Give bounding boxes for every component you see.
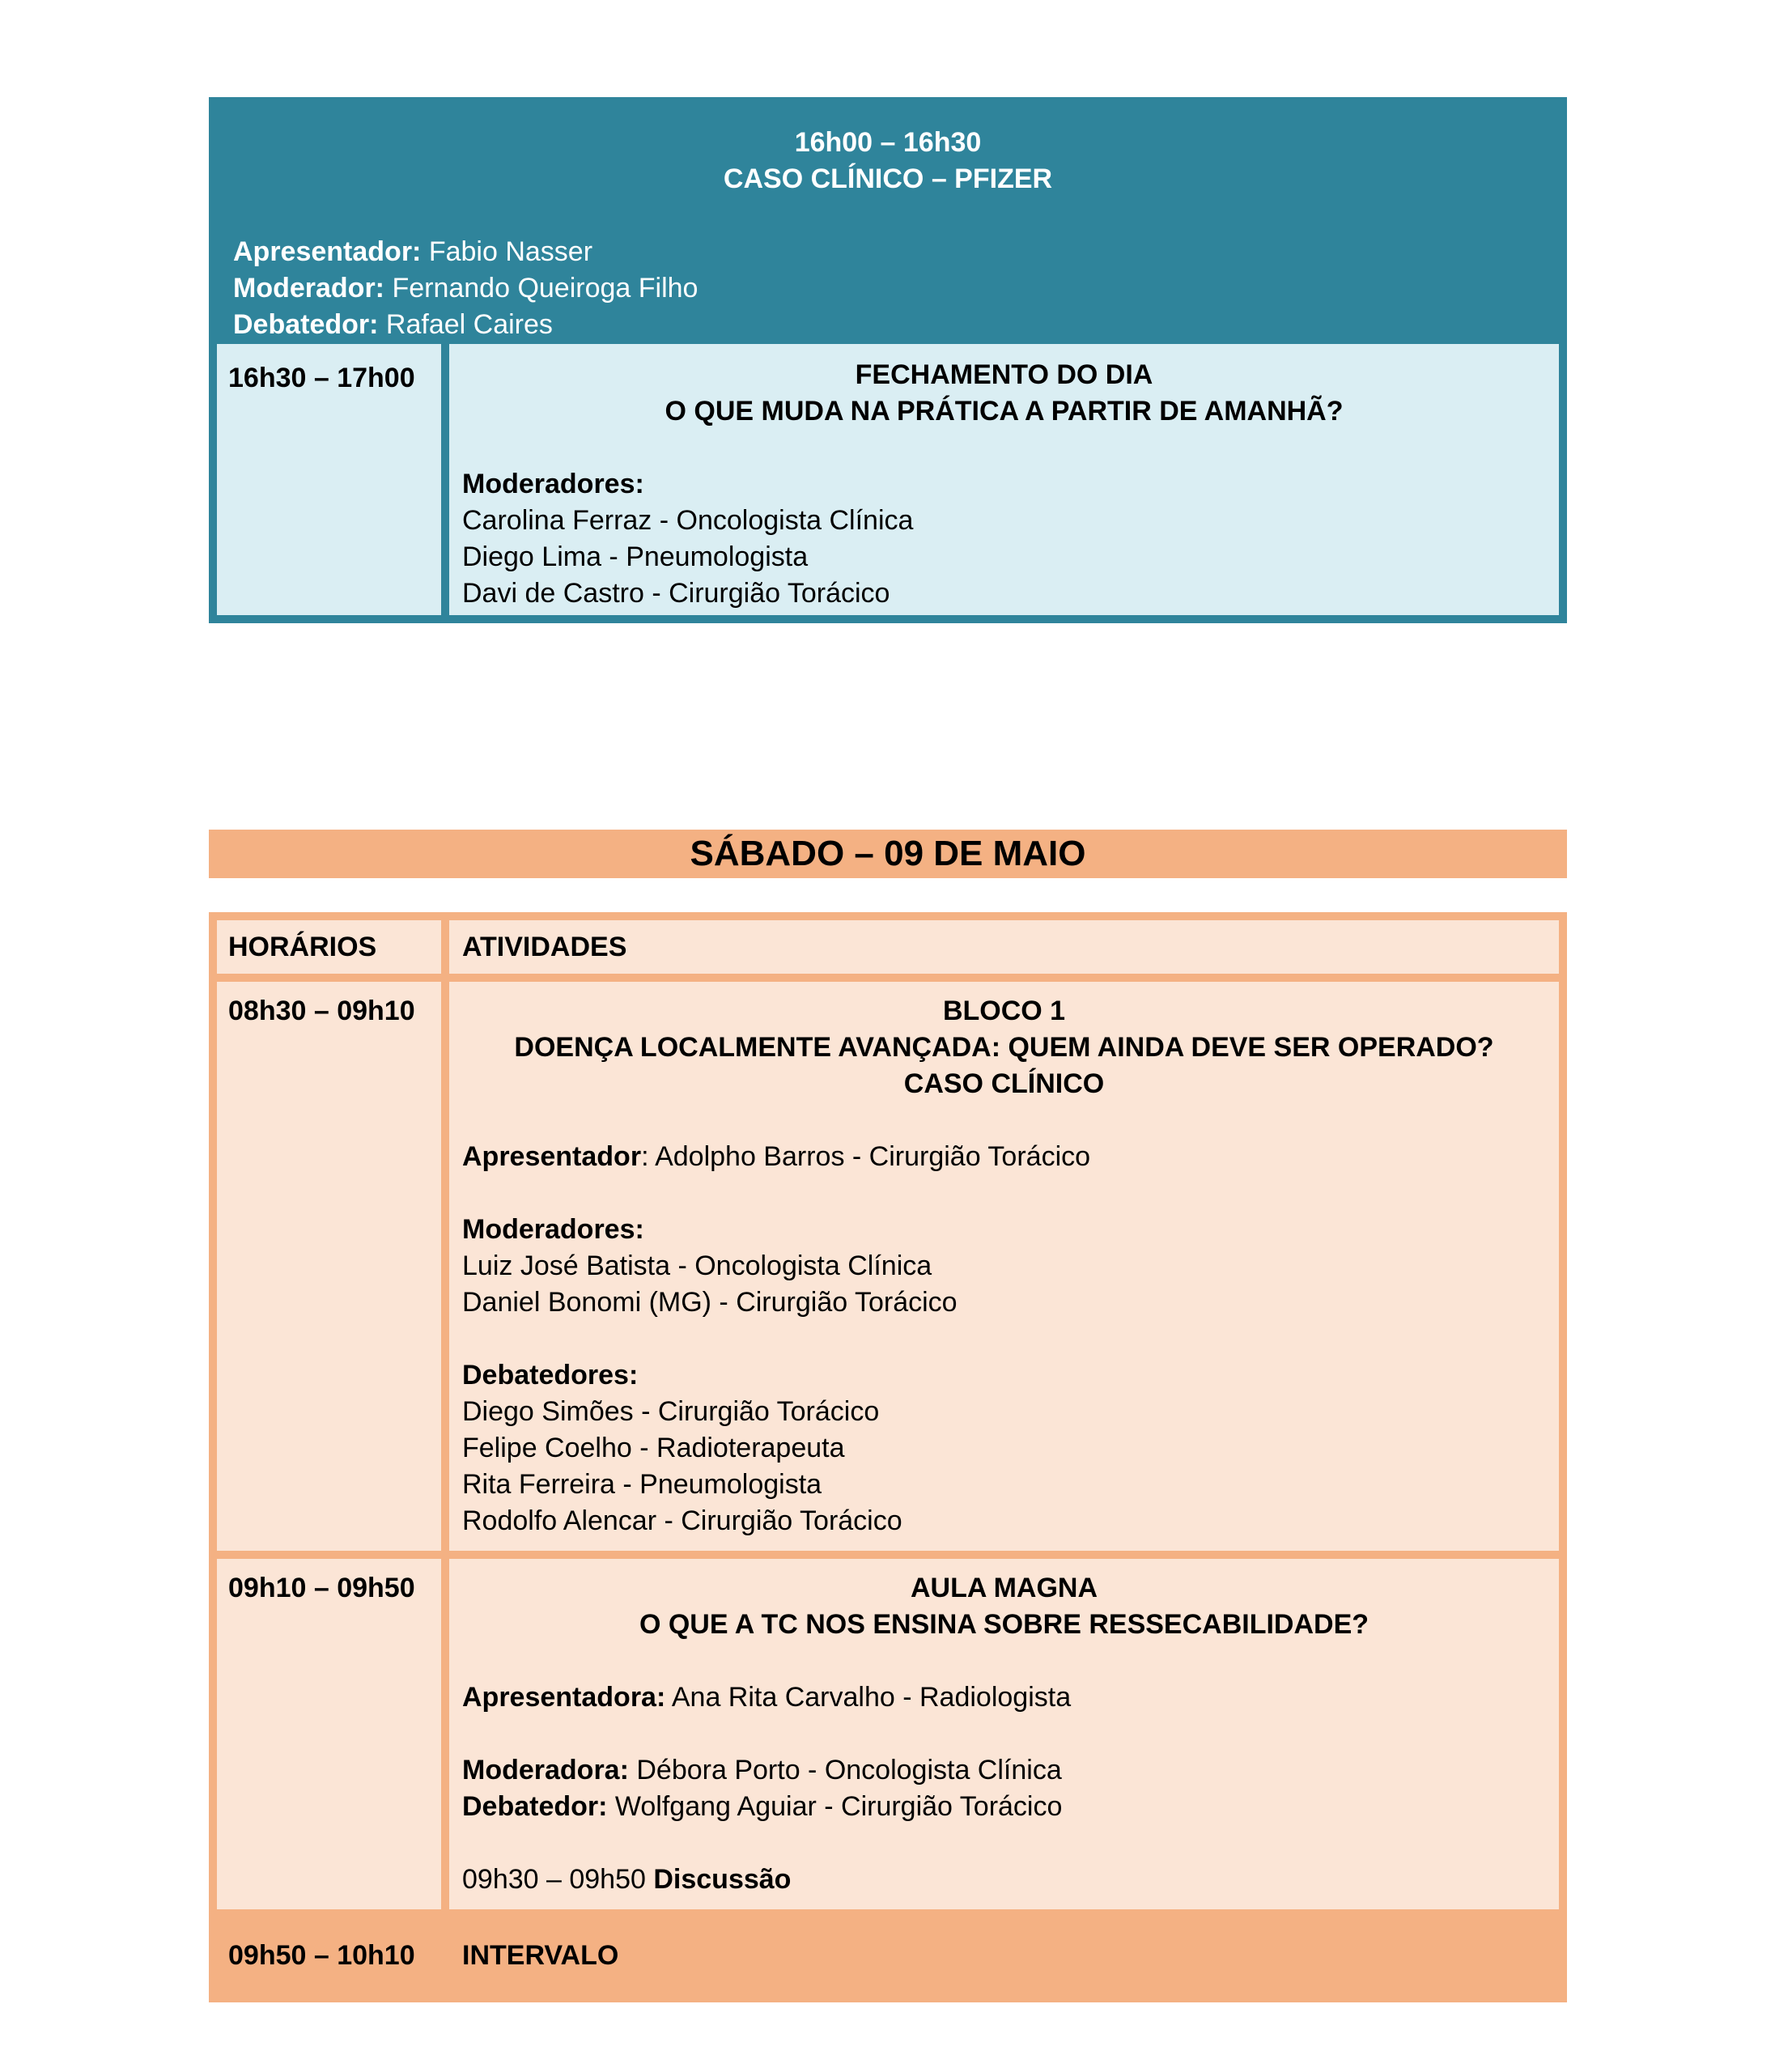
pfizer-session-people bbox=[209, 234, 1567, 343]
presenter-name: : Adolpho Barros - Cirurgião Torácico bbox=[641, 1141, 1091, 1172]
moderators-label: Moderadores: bbox=[462, 469, 644, 499]
table-header-row bbox=[217, 920, 1559, 974]
intervalo-label-cell: INTERVALO bbox=[449, 1917, 1559, 1994]
moderator-name: Carolina Ferraz - Oncologista Clínica bbox=[462, 505, 914, 536]
pfizer-session-table bbox=[209, 97, 1567, 623]
day-banner bbox=[209, 830, 1567, 878]
debater-name: Rodolfo Alencar - Cirurgião Torácico bbox=[462, 1505, 902, 1536]
moderator-name: Débora Porto - Oncologista Clínica bbox=[636, 1755, 1062, 1785]
person-name: Rafael Caires bbox=[385, 309, 553, 340]
person-name: Fabio Nasser bbox=[428, 236, 593, 267]
moderator-role: Moderadora: bbox=[462, 1755, 629, 1785]
blank-line bbox=[462, 1825, 1546, 1862]
blank-line bbox=[462, 1175, 1546, 1212]
presenter-role: Apresentador bbox=[462, 1141, 642, 1172]
debater-role: Debatedor: bbox=[462, 1791, 608, 1822]
blank-line bbox=[462, 1321, 1546, 1357]
debater-name: Wolfgang Aguiar - Cirurgião Torácico bbox=[614, 1791, 1063, 1822]
person-row bbox=[233, 234, 1567, 270]
discussion-row bbox=[462, 1862, 1546, 1898]
closing-time-cell: 16h30 – 17h00 bbox=[217, 344, 441, 615]
closing-title bbox=[462, 357, 1546, 430]
closing-title-line: FECHAMENTO DO DIA bbox=[855, 359, 1153, 390]
intervalo-time-cell: 09h50 – 10h10 bbox=[217, 1917, 441, 1994]
bloco1-title bbox=[462, 993, 1546, 1102]
presenter-role: Apresentadora: bbox=[462, 1682, 666, 1713]
debater-row bbox=[462, 1789, 1546, 1825]
aula-magna-title bbox=[462, 1570, 1546, 1643]
blank-line bbox=[462, 1102, 1546, 1139]
moderator-name: Daniel Bonomi (MG) - Cirurgião Torácico bbox=[462, 1287, 958, 1318]
person-role: Apresentador: bbox=[233, 236, 422, 267]
discussion-label: Discussão bbox=[653, 1864, 792, 1895]
person-name: Fernando Queiroga Filho bbox=[392, 273, 699, 304]
moderator-row bbox=[462, 1752, 1546, 1789]
aula-magna-title-line: AULA MAGNA bbox=[910, 1573, 1098, 1603]
debaters-label: Debatedores: bbox=[462, 1360, 639, 1391]
aula-magna-time-cell: 09h10 – 09h50 bbox=[217, 1559, 441, 1909]
saturday-schedule-table bbox=[209, 912, 1567, 2002]
debater-name: Felipe Coelho - Radioterapeuta bbox=[462, 1433, 845, 1463]
blank-line bbox=[462, 1716, 1546, 1752]
person-role: Debatedor: bbox=[233, 309, 379, 340]
moderator-name: Luiz José Batista - Oncologista Clínica bbox=[462, 1250, 932, 1281]
pfizer-session-time: 16h00 – 16h30 bbox=[794, 127, 982, 158]
closing-session-row bbox=[209, 344, 1567, 623]
person-row bbox=[233, 270, 1567, 307]
aula-magna-title-line: O QUE A TC NOS ENSINA SOBRE RESSECABILIDADE? bbox=[639, 1609, 1369, 1640]
presenter-row bbox=[462, 1139, 1546, 1175]
bloco1-title-line: BLOCO 1 bbox=[942, 996, 1066, 1026]
pfizer-session-titles bbox=[209, 97, 1567, 197]
bloco1-row bbox=[217, 982, 1559, 1551]
intervalo-row bbox=[217, 1917, 1559, 1994]
day-banner-title: SÁBADO – 09 DE MAIO bbox=[690, 834, 1086, 873]
bloco1-title-line: DOENÇA LOCALMENTE AVANÇADA: QUEM AINDA DEVE SER OPERADO? bbox=[514, 1032, 1494, 1063]
debater-name: Diego Simões - Cirurgião Torácico bbox=[462, 1396, 880, 1427]
pfizer-session-title: CASO CLÍNICO – PFIZER bbox=[723, 163, 1053, 194]
blank-line bbox=[462, 430, 1546, 466]
bloco1-title-line: CASO CLÍNICO bbox=[903, 1068, 1105, 1099]
bloco1-time-cell: 08h30 – 09h10 bbox=[217, 982, 441, 1551]
presenter-row bbox=[462, 1679, 1546, 1716]
bloco1-activity-cell bbox=[449, 982, 1559, 1551]
person-row bbox=[233, 307, 1567, 343]
person-role: Moderador: bbox=[233, 273, 384, 304]
aula-magna-row bbox=[217, 1559, 1559, 1909]
pfizer-session-header bbox=[209, 97, 1567, 344]
atividades-header-cell: ATIVIDADES bbox=[449, 920, 1559, 974]
aula-magna-activity-cell bbox=[449, 1559, 1559, 1909]
moderator-name: Diego Lima - Pneumologista bbox=[462, 541, 809, 572]
discussion-time: 09h30 – 09h50 bbox=[462, 1864, 646, 1895]
closing-title-line: O QUE MUDA NA PRÁTICA A PARTIR DE AMANHÃ? bbox=[665, 396, 1344, 427]
moderators-label: Moderadores: bbox=[462, 1214, 644, 1245]
blank-line bbox=[462, 1643, 1546, 1679]
closing-activity-cell bbox=[449, 344, 1559, 615]
moderator-name: Davi de Castro - Cirurgião Torácico bbox=[462, 578, 890, 609]
horarios-header-cell: HORÁRIOS bbox=[217, 920, 441, 974]
debater-name: Rita Ferreira - Pneumologista bbox=[462, 1469, 822, 1500]
presenter-name: Ana Rita Carvalho - Radiologista bbox=[671, 1682, 1072, 1713]
